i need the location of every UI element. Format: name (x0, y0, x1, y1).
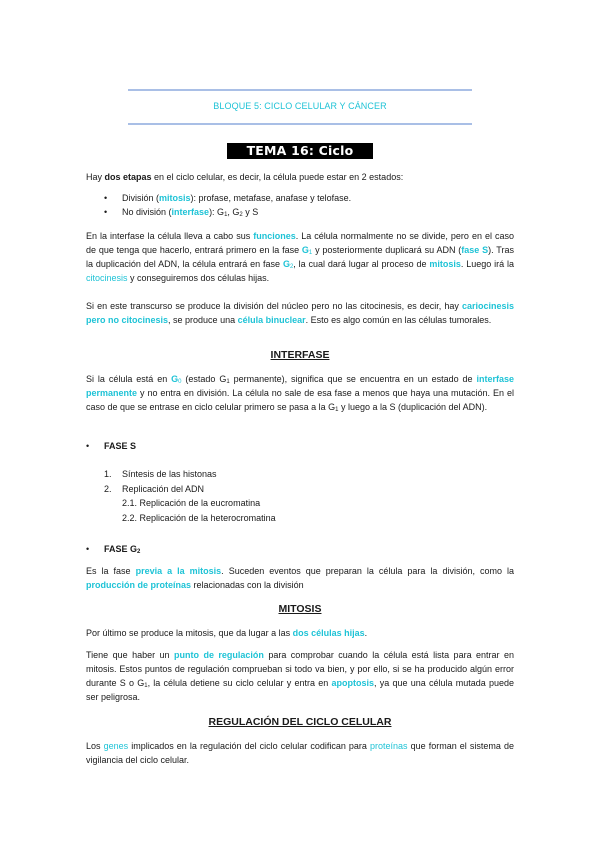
section-heading-interfase: INTERFASE (270, 349, 330, 361)
g0-paragraph: Si la célula está en $G_0$ (estado $G_1$ permanente), significa que se encuentra en un estado de interfase permanente y no entra en división. La célula no sale de esa fase a menos que haya una mutación. En el caso de que se entrase en ciclo celular primero se pasa a la $G_1$ y luego a la S (duplicación del ADN). (86, 374, 515, 413)
intro-paragraph: Hay dos etapas en el ciclo celular, es decir, la célula puede estar en 2 estados: (86, 172, 404, 182)
ol-item-replicacion: Replicación del ADN (122, 484, 205, 494)
g2-paragraph: Es la fase previa a la mitosis. Suceden eventos que preparan la célula para la división, como la producción de proteínas relacionadas con la división (86, 566, 514, 590)
topic-title: TEMA 16: Ciclo celular (227, 143, 373, 159)
ol-number: 1. (104, 469, 112, 479)
mitosis-paragraph-1: Por último se produce la mitosis, que da lugar a las dos células hijas. (86, 628, 368, 638)
block-title: BLOQUE 5: CICLO CELULAR Y CÁNCER (213, 101, 387, 111)
interfase-intro-paragraph: En la interfase la célula lleva a cabo sus funciones. La célula normalmente no se divide, pero en el caso de que tenga que hacerlo, entrará primero en la fase $G_1$ y posteriormente duplicará su ADN (fase S). Tras la duplicación del ADN, la célula entrará en fase $G_2$, la cual dará lugar al proceso de mitosis. Luego irá la citocinesis y conseguiremos dos células hijas. (86, 231, 514, 283)
fase-s-bullet: • FASE S (86, 439, 514, 453)
stages-list (86, 191, 514, 219)
section-heading-mitosis: MITOSIS (278, 603, 322, 615)
ol-subitem-eucromatina: 2.1. Replicación de la eucromatina (122, 498, 261, 508)
fase-g2-bullet: • FASE $G_2$ (86, 542, 514, 556)
ol-subitem-heterocromatina: 2.2. Replicación de la heterocromatina (122, 513, 276, 523)
regulacion-paragraph: Los genes implicados en la regulación del ciclo celular codifican para proteínas que forman el sistema de vigilancia del ciclo celular. (86, 741, 514, 765)
list-item: • División (mitosis): profase, metafase, anafase y telofase. (86, 191, 514, 205)
binuclear-paragraph: Si en este transcurso se produce la división del núcleo pero no las citocinesis, es decir, hay cariocinesis pero no citocinesis, se produce una célula binuclear. Esto es algo común en las células tumorales. (86, 301, 514, 325)
bottom-rule (128, 123, 472, 125)
ol-number: 2. (104, 484, 112, 494)
mitosis-paragraph-2: Tiene que haber un punto de regulación para comprobar cuando la célula está lista para entrar en mitosis. Estos puntos de regulación comprueban si todo va bien, y por ello, si se ha producido algún error durante S o $G_1$, la célula detiene su ciclo celular y entra en apoptosis, ya que una célula mutada puede ser peligrosa. (86, 650, 514, 702)
section-heading-regulacion: REGULACIÓN DEL CICLO CELULAR (208, 716, 392, 728)
list-item: • No división (interfase): $G_1$, $G_2$ y S (86, 205, 514, 219)
top-rule (128, 89, 472, 91)
ol-item-histonas: Síntesis de las histonas (122, 469, 217, 479)
